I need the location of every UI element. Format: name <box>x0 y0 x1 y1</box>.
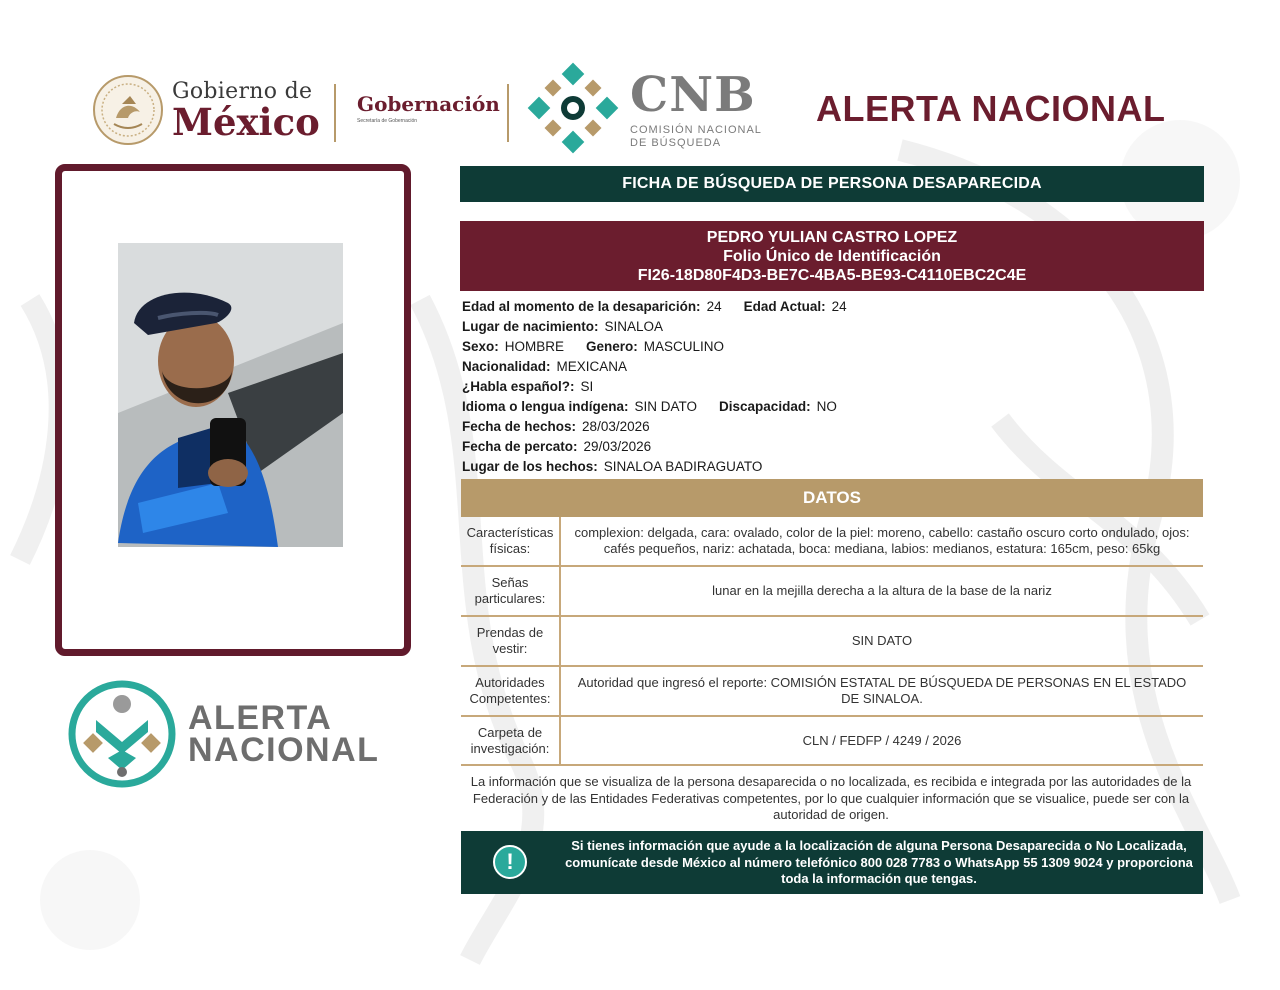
cnb-name-line2: DE BÚSQUEDA <box>630 137 722 149</box>
datos-table <box>461 517 1203 766</box>
datos-value: complexion: delgada, cara: ovalado, color de la piel: moreno, cabello: castaño oscuro corto ondulado, ojos: cafés pequeños, nariz: achatada, boca: mediana, labios: medianos, estatura: 165cm, peso: 65kg <box>574 525 1190 556</box>
person-facts <box>462 297 1202 477</box>
fecha-hechos-value: 28/03/2026 <box>582 419 650 434</box>
alerta-nacional-logo-text <box>188 699 380 769</box>
gobierno-line1: Gobierno de <box>172 79 313 104</box>
exclamation-icon: ! <box>493 845 527 879</box>
folio-value: FI26-18D80F4D3-BE7C-4BA5-BE93-C4110EBC2C4E <box>637 267 1027 284</box>
lugar-hechos-label: Lugar de los hechos: <box>462 459 598 474</box>
fact-row-lugar-nacimiento <box>462 317 1202 337</box>
missing-person-photo <box>118 243 343 547</box>
lugar-nacimiento-label: Lugar de nacimiento: <box>462 319 599 334</box>
ficha-title-bar: FICHA DE BÚSQUEDA DE PERSONA DESAPARECIDA <box>460 166 1204 202</box>
datos-value: CLN / FEDFP / 4249 / 2026 <box>802 732 962 748</box>
idioma-label: Idioma o lengua indígena: <box>462 399 629 414</box>
gobernacion-title: Gobernación <box>357 92 500 116</box>
alerta-nacional-heading: ALERTA NACIONAL <box>816 88 1166 129</box>
datos-label: Señas particulares: <box>461 567 561 615</box>
fact-row-idioma <box>462 397 1202 417</box>
cnb-emblem-icon <box>527 62 619 154</box>
datos-row <box>461 567 1203 617</box>
datos-row <box>461 517 1203 567</box>
nacionalidad-value: MEXICANA <box>556 359 628 374</box>
fecha-hechos-label: Fecha de hechos: <box>462 419 577 434</box>
lugar-nacimiento-value: SINALOA <box>604 319 664 334</box>
alerta-nacional-emblem-icon <box>68 680 176 788</box>
habla-value: SI <box>580 379 594 394</box>
datos-value: SIN DATO <box>851 633 913 648</box>
gobierno-line2: México <box>172 100 320 144</box>
folio-label: Folio Único de Identificación <box>723 248 941 265</box>
datos-label: Carpeta de investigación: <box>461 717 561 764</box>
fact-row-fecha-hechos <box>462 417 1202 437</box>
datos-heading: DATOS <box>461 479 1203 517</box>
gobernacion-subtitle: Secretaría de Gobernación <box>357 118 418 124</box>
datos-label: Prendas de vestir: <box>461 617 561 665</box>
fecha-percato-value: 29/03/2026 <box>583 439 652 454</box>
edad-actual-value: 24 <box>831 299 847 314</box>
idioma-value: SIN DATO <box>634 399 698 414</box>
mexico-seal-icon <box>92 74 164 146</box>
datos-value: Autoridad que ingresó el reporte: COMISIÓN ESTATAL DE BÚSQUEDA DE PERSONAS EN EL ESTADO DE SINALOA. <box>577 675 1187 706</box>
alerta-logo-line2: NACIONAL <box>188 731 380 769</box>
disclaimer-text: La información que se visualiza de la persona desaparecida o no localizada, es recibida e integrada por las autoridades de la Federación y de las Entidades Federativas competentes, por lo que cualquier información que se visualice, puede ser con la autoridad de origen. <box>470 774 1192 822</box>
habla-label: ¿Habla español?: <box>462 379 575 394</box>
gobierno-mexico-logo <box>172 79 322 144</box>
sexo-value: HOMBRE <box>504 339 565 354</box>
datos-label: Autoridades Competentes: <box>461 667 561 715</box>
fact-row-lugar-hechos <box>462 457 1202 477</box>
sexo-label: Sexo: <box>462 339 499 354</box>
edad-desaparicion-value: 24 <box>706 299 722 314</box>
contact-text: Si tienes información que ayude a la localización de alguna Persona Desaparecida o No Localizada, comunícate desde México al número telefónico 800 028 7783 o WhatsApp 55 1309 9024 y proporciona toda la información que tengas. <box>565 838 1193 886</box>
cnb-name-line1: COMISIÓN NACIONAL <box>630 124 762 136</box>
datos-row <box>461 717 1203 766</box>
genero-label: Genero: <box>586 339 638 354</box>
datos-row <box>461 667 1203 717</box>
alerta-logo-line1: ALERTA <box>188 699 333 737</box>
discapacidad-label: Discapacidad: <box>719 399 811 414</box>
fact-row-sexo <box>462 337 1202 357</box>
datos-value: lunar en la mejilla derecha a la altura de la base de la nariz <box>712 583 1052 598</box>
fact-row-fecha-percato <box>462 437 1202 457</box>
fact-row-edad <box>462 297 1202 317</box>
cnb-acronym: CNB <box>630 67 756 123</box>
person-name-box <box>460 221 1204 291</box>
header-divider <box>334 84 336 142</box>
cnb-logo <box>630 67 762 150</box>
genero-value: MASCULINO <box>643 339 725 354</box>
fact-row-nacionalidad <box>462 357 1202 377</box>
lugar-hechos-value: SINALOA BADIRAGUATO <box>603 459 763 474</box>
datos-label: Características físicas: <box>461 517 561 565</box>
nacionalidad-label: Nacionalidad: <box>462 359 551 374</box>
person-name: PEDRO YULIAN CASTRO LOPEZ <box>706 229 958 246</box>
edad-actual-label: Edad Actual: <box>743 299 826 314</box>
edad-desaparicion-label: Edad al momento de la desaparición: <box>462 299 701 314</box>
datos-row <box>461 617 1203 667</box>
gobernacion-logo <box>357 92 500 124</box>
fact-row-habla <box>462 377 1202 397</box>
contact-banner <box>461 831 1203 894</box>
fecha-percato-label: Fecha de percato: <box>462 439 578 454</box>
header-divider <box>507 84 509 142</box>
discapacidad-value: NO <box>816 399 837 414</box>
